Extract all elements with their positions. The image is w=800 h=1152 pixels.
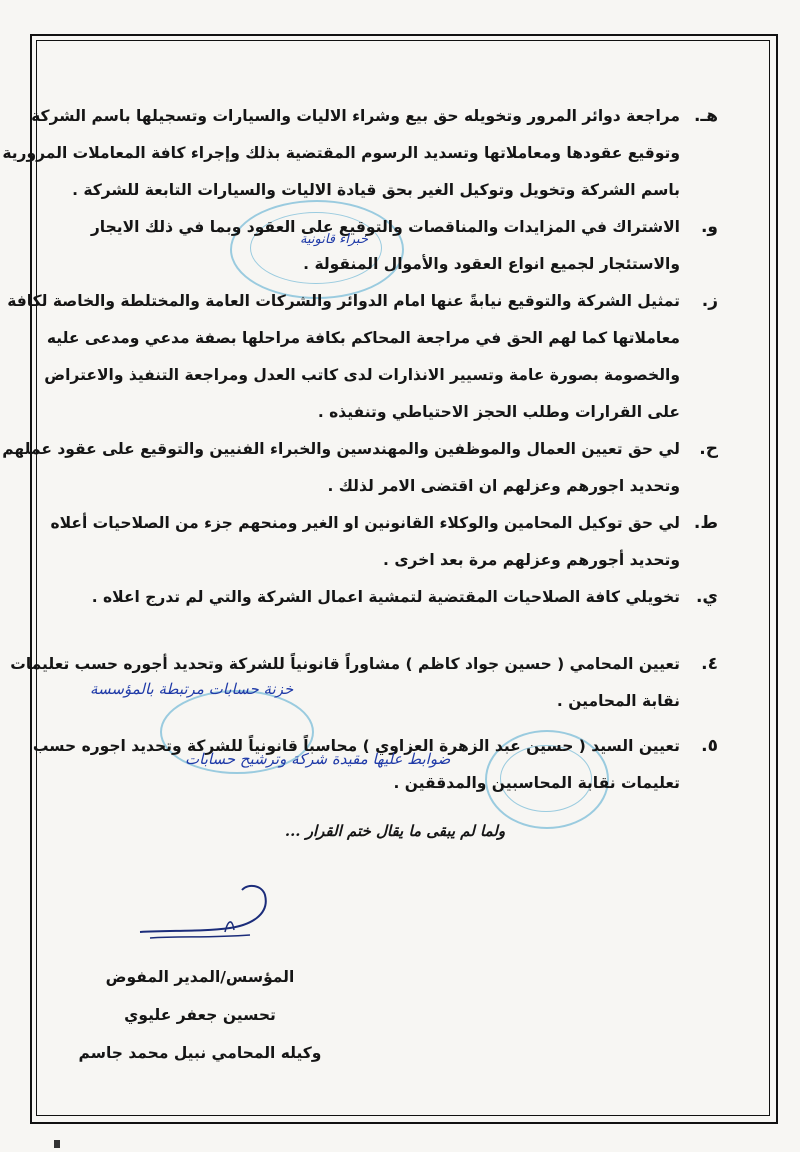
clause-line: الاشتراك في المزايدات والمناقصات والتوقيع على العقود وبما في ذلك الايجار [90,218,680,236]
clause-h2 [2,431,718,505]
clause-line: وتحديد اجورهم وعزلهم ان اقتضى الامر لذلك . [327,477,680,495]
signatory-agent: وكيله المحامي نبيل محمد جاسم [78,1044,322,1062]
clause-marker: ز. [701,291,718,311]
clause-line: تعيين المحامي ( حسين جواد كاظم ) مشاوراً قانونياً للشركة وتحديد أجوره حسب تعليمات [10,655,680,673]
clause-line: والخصومة بصورة عامة وتسيير الانذارات لدى كاتب العدل ومراجعة التنفيذ والاعتراض [44,366,680,384]
clause-line: لي حق توكيل المحامين والوكلاء القانونين او الغير ومنحهم جزء من الصلاحيات أعلاه [50,514,680,532]
clause-line: تعيين السيد ( حسين عبد الزهرة العزاوي ) محاسباً قانونياً للشركة وتحديد اجوره حسب [32,737,680,755]
closing-statement: ولما لم يبقى ما يقال ختم القرار ... [284,822,506,840]
handwritten-note-1: خبراء قانونية [300,232,369,247]
signatory-name: تحسين جعفر عليوي [124,1006,276,1024]
clause-line: معاملاتها كما لهم الحق في مراجعة المحاكم بكافة مراحلها بصفة مدعي ومدعى عليه [46,329,680,347]
signature-mark [130,880,280,950]
clause-marker: ي. [695,587,718,607]
clause-line: تخويلي كافة الصلاحيات المقتضية لتمشية اعمال الشركة والتي لم تدرج اعلاه . [91,588,680,606]
clause-line: تعليمات نقابة المحاسبين والمدققين . [393,774,680,792]
clause-marker: و. [700,217,718,237]
handwritten-note-3: ضوابط عليها مقيدة شركة وترشيح حسابات [185,750,451,768]
document-body [2,98,718,810]
clause-line: على القرارات وطلب الحجز الاحتياطي وتنفيذه . [317,403,680,421]
scan-mark [54,1140,60,1148]
signatory-role: المؤسس/المدير المفوض [105,968,295,986]
signature-block [70,958,330,1072]
clause-h [2,98,718,209]
clause-line: وتوقيع عقودها ومعاملاتها وتسديد الرسوم المقتضية بذلك وإجراء كافة المعاملات المرورية [2,144,680,162]
clause-line: تمثيل الشركة والتوقيع نيابةً عنها امام الدوائر والشركات العامة والمختلطة والخاصة لكافة [7,292,680,310]
clause-line: نقابة المحامين . [556,692,680,710]
clause-line: لي حق تعيين العمال والموظفين والمهندسين والخبراء الفنيين والتوقيع على عقود عملهم [2,440,680,458]
clause-marker: ٥. [701,736,718,756]
clause-line: مراجعة دوائر المرور وتخويله حق بيع وشراء الاليات والسيارات وتسجيلها باسم الشركة [31,107,680,125]
clause-line: باسم الشركة وتخويل وتوكيل الغير بحق قيادة الاليات والسيارات التابعة للشركة . [72,181,680,199]
clause-line: والاستئجار لجميع انواع العقود والأموال المنقولة . [303,255,680,273]
clause-marker: ط. [693,513,718,533]
clause-t [50,505,718,579]
clause-marker: ٤. [701,654,718,674]
handwritten-note-2: خزنة حسابات مرتبطة بالمؤسسة [90,680,294,698]
clause-y [58,579,718,616]
clause-marker: هـ. [693,106,718,126]
clause-marker: ح. [699,439,718,459]
clause-z [7,283,718,431]
clause-line: وتحديد أجورهم وعزلهم مرة بعد اخرى . [383,551,680,569]
clause-w [58,209,718,283]
clauses-list [2,98,718,616]
numbered-list [10,646,718,810]
